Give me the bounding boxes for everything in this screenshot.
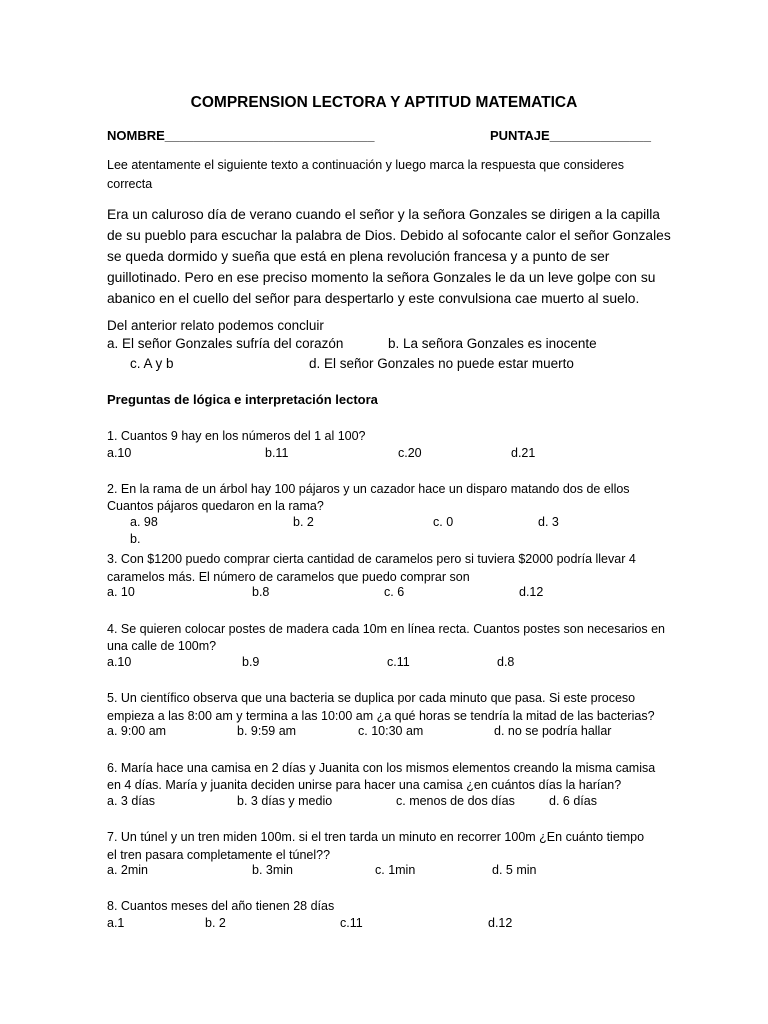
score-field-label: PUNTAJE______________: [490, 128, 651, 143]
question-5-text-line-1: 5. Un científico observa que una bacteria se duplica por cada minuto que pasa. Si este proceso: [107, 691, 636, 705]
question-7-text-line-2: el tren pasara completamente el túnel??: [107, 848, 331, 862]
story-line-1: Era un caluroso día de verano cuando el señor y la señora Gonzales se dirigen a la capilla: [107, 207, 660, 222]
question-6-option-b: b. 3 días y medio: [237, 794, 333, 808]
question-4-text-line-1: 4. Se quieren colocar postes de madera cada 10m en línea recta. Cuantos postes son necesarios en: [107, 622, 665, 636]
question-8-option-c: c.11: [340, 916, 363, 930]
section-title: Preguntas de lógica e interpretación lectora: [107, 392, 378, 407]
question-5-option-d: d. no se podría hallar: [494, 724, 612, 738]
question-2-option-a: a. 98: [130, 515, 158, 529]
question-3-option-c: c. 6: [384, 585, 405, 599]
conclusion-option-d: d. El señor Gonzales no puede estar muerto: [309, 356, 574, 371]
instructions-line-1: Lee atentamente el siguiente texto a continuación y luego marca la respuesta que consideres: [107, 158, 624, 172]
question-2-text-line-1: 2. En la rama de un árbol hay 100 pájaros y un cazador hace un disparo matando dos de ellos: [107, 482, 630, 496]
conclusion-option-b: b. La señora Gonzales es inocente: [388, 336, 597, 351]
page-title: COMPRENSION LECTORA Y APTITUD MATEMATICA: [190, 94, 578, 111]
question-6-option-c: c. menos de dos días: [396, 794, 515, 808]
question-5-option-a: a. 9:00 am: [107, 724, 167, 738]
question-1-option-d: d.21: [511, 446, 536, 460]
conclusion-option-c: c. A y b: [130, 356, 174, 371]
question-5-option-b: b. 9:59 am: [237, 724, 297, 738]
question-6-option-d: d. 6 días: [549, 794, 597, 808]
question-6-text-line-1: 6. María hace una camisa en 2 días y Juanita con los mismos elementos creando la misma camisa: [107, 761, 656, 775]
question-1-option-a: a.10: [107, 446, 132, 460]
question-1-option-c: c.20: [398, 446, 422, 460]
question-6-text-line-2: en 4 días. María y juanita deciden unirse para hacer una camisa ¿en cuántos días la harían?: [107, 778, 622, 792]
question-8-option-a: a.1: [107, 916, 125, 930]
question-3-text-line-1: 3. Con $1200 puedo comprar cierta cantidad de caramelos pero si tuviera $2000 podría llevar 4: [107, 552, 636, 566]
story-line-3: se queda dormido y sueña que está en plena revolución francesa y a punto de ser: [107, 249, 610, 264]
question-4-option-a: a.10: [107, 655, 132, 669]
question-5-text-line-2: empieza a las 8:00 am y termina a las 10:00 am ¿a qué horas se tendría la mitad de las bacterias?: [107, 709, 655, 723]
conclusion-prompt: Del anterior relato podemos concluir: [107, 318, 324, 333]
story-line-5: abanico en el cuello del señor para despertarlo y este convulsiona cae muerto al suelo.: [107, 291, 640, 306]
question-7-text-line-1: 7. Un túnel y un tren miden 100m. si el tren tarda un minuto en recorrer 100m ¿En cuánto tiempo: [107, 830, 645, 844]
question-4-text-line-2: una calle de 100m?: [107, 639, 217, 653]
story-line-4: guillotinado. Pero en ese preciso momento la señora Gonzales le da un leve golpe con su: [107, 270, 656, 285]
name-field-label: NOMBRE_____________________________: [107, 128, 375, 143]
question-1-text: 1. Cuantos 9 hay en los números del 1 al 100?: [107, 429, 366, 443]
question-8-option-d: d.12: [488, 916, 513, 930]
question-4-option-c: c.11: [387, 655, 410, 669]
question-2-option-d: d. 3: [538, 515, 559, 529]
question-1-option-b: b.11: [265, 446, 289, 460]
question-6-option-a: a. 3 días: [107, 794, 155, 808]
question-2-text-line-2: Cuantos pájaros quedaron en la rama?: [107, 499, 324, 513]
question-3-text-line-2: caramelos más. El número de caramelos que puedo comprar son: [107, 570, 470, 584]
story-line-2: de su pueblo para escuchar la palabra de Dios. Debido al sofocante calor el señor Gonzales: [107, 228, 671, 243]
question-7-option-d: d. 5 min: [492, 863, 537, 877]
question-7-option-c: c. 1min: [375, 863, 416, 877]
conclusion-option-a: a. El señor Gonzales sufría del corazón: [107, 336, 344, 351]
question-3-option-d: d.12: [519, 585, 544, 599]
question-3-option-b: b.8: [252, 585, 270, 599]
question-7-option-a: a. 2min: [107, 863, 148, 877]
question-8-text: 8. Cuantos meses del año tienen 28 días: [107, 899, 335, 913]
question-2-option-b: b. 2: [293, 515, 314, 529]
question-8-option-b: b. 2: [205, 916, 226, 930]
question-5-option-c: c. 10:30 am: [358, 724, 424, 738]
question-3-option-a: a. 10: [107, 585, 135, 599]
question-2-option-c: c. 0: [433, 515, 454, 529]
question-7-option-b: b. 3min: [252, 863, 293, 877]
question-4-option-b: b.9: [242, 655, 260, 669]
instructions-line-2: correcta: [107, 177, 153, 191]
question-2-option-extra: b.: [130, 532, 141, 546]
question-4-option-d: d.8: [497, 655, 515, 669]
